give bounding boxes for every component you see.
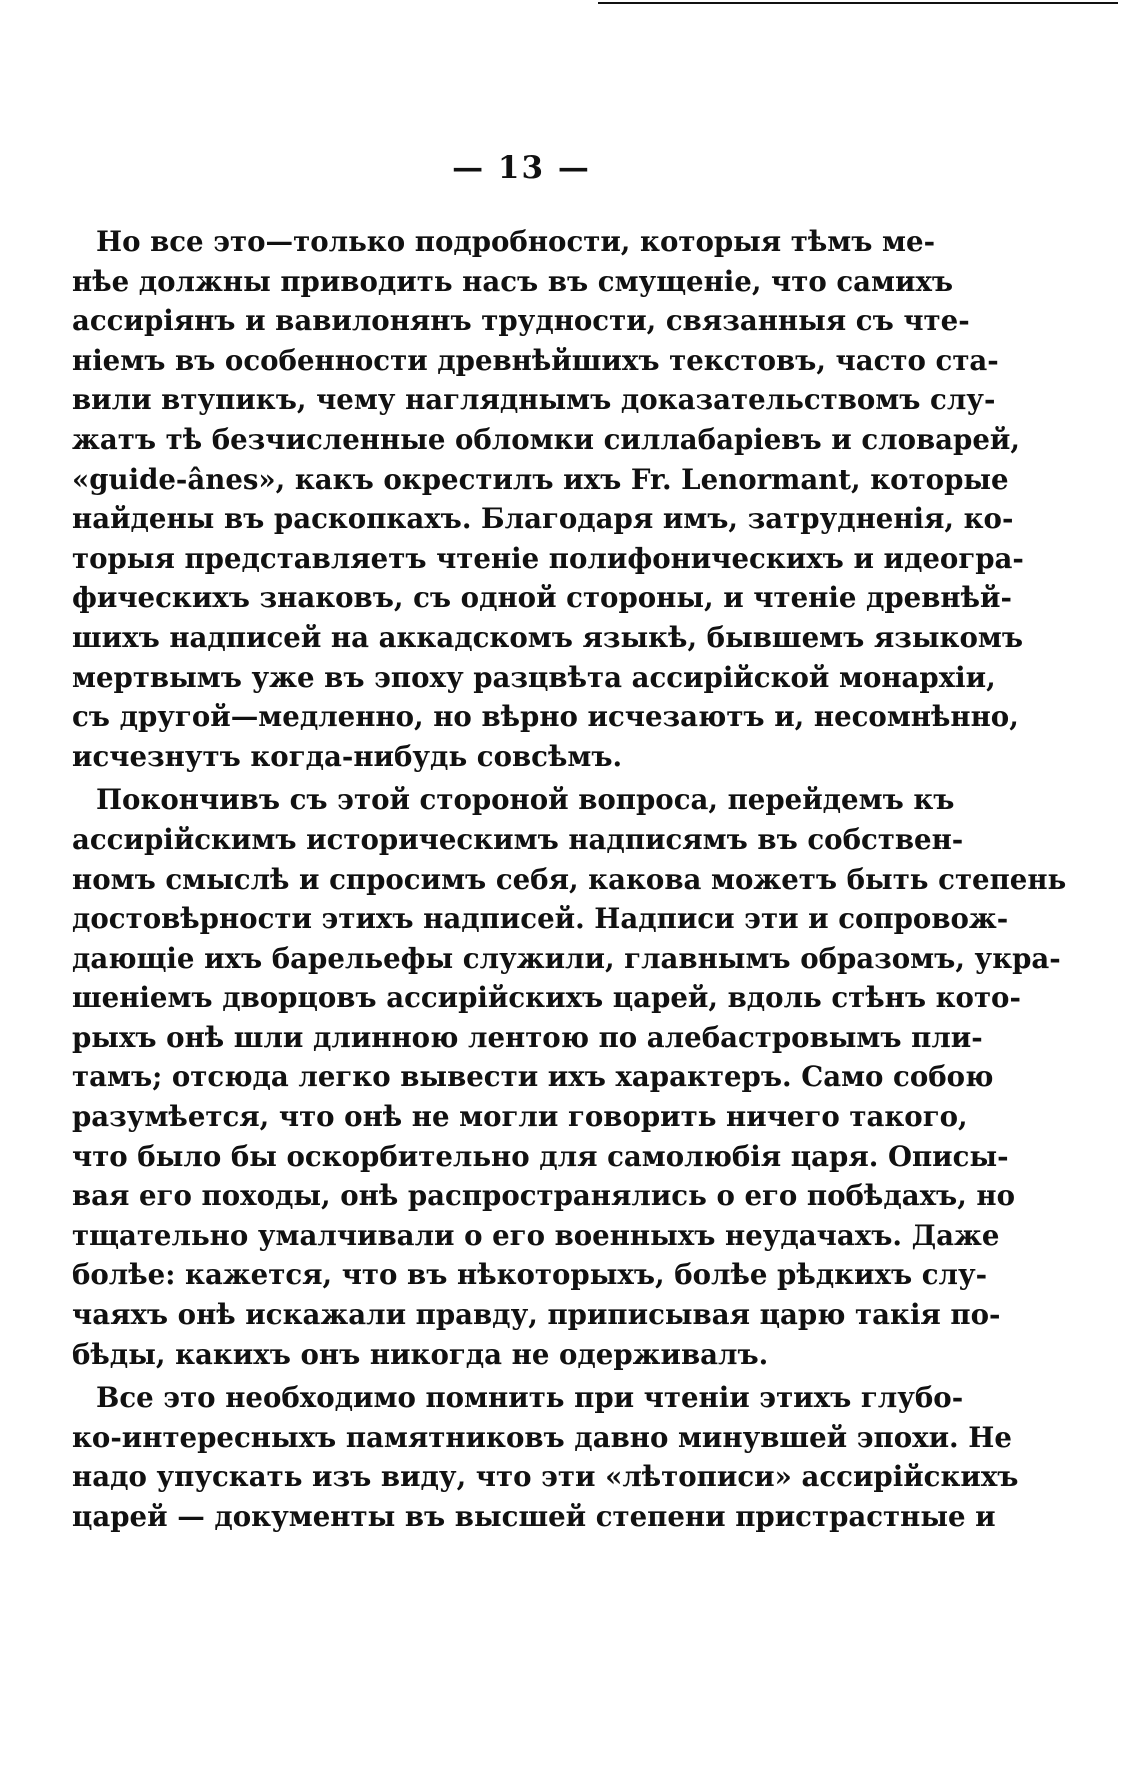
body-text [72, 222, 1067, 1537]
text-line: жатъ тѣ безчисленные обломки силлабаріевъ и словарей, [72, 422, 1020, 456]
text-line: достовѣрности этихъ надписей. Надписи эти и сопровож- [72, 902, 1009, 936]
text-line: ассиріянъ и вавилонянъ трудности, связанныя съ чте- [72, 304, 970, 338]
text-line: чаяхъ онѣ искажали правду, приписывая царю такія по- [72, 1298, 1001, 1332]
text-line: тамъ; отсюда легко вывести ихъ характеръ. Само собою [72, 1060, 994, 1094]
text-line: ко-интересныхъ памятниковъ давно минувшей эпохи. Не [72, 1420, 1012, 1454]
page-number: — 13 — [452, 150, 591, 186]
text-line: нѣе должны приводить насъ въ смущеніе, что самихъ [72, 264, 954, 298]
paragraph [72, 222, 1024, 776]
text-line: мертвымъ уже въ эпоху разцвѣта ассирійской монархіи, [72, 660, 996, 694]
text-line: тщательно умалчивали о его военныхъ неудачахъ. Даже [72, 1218, 1000, 1252]
text-line: царей — документы въ высшей степени пристрастные и [72, 1500, 996, 1533]
text-line: шихъ надписей на аккадскомъ языкѣ, бывшемъ языкомъ [72, 620, 1023, 654]
text-line: вая его походы, онѣ распространялись о его побѣдахъ, но [72, 1179, 1016, 1213]
paragraph [72, 1378, 1019, 1536]
text-line: фическихъ знаковъ, съ одной стороны, и чтеніе древнѣй- [72, 581, 1012, 615]
text-line: «guide-ânes», какъ окрестилъ ихъ Fr. Lenormant, которые [72, 462, 1009, 496]
text-line: вили втупикъ, чему нагляднымъ доказательствомъ слу- [72, 383, 996, 417]
text-line: дающіе ихъ барельефы служили, главнымъ образомъ, укра- [72, 941, 1061, 975]
text-line: рыхъ онѣ шли длинною лентою по алебастровымъ пли- [72, 1020, 983, 1054]
text-line: Покончивъ съ этой стороной вопроса, перейдемъ къ [96, 783, 955, 817]
text-line: найдены въ раскопкахъ. Благодаря имъ, затрудненія, ко- [72, 502, 1014, 536]
text-line: бѣды, какихъ онъ никогда не одерживалъ. [72, 1337, 769, 1371]
text-line: номъ смыслѣ и спросимъ себя, какова можетъ быть степень [72, 862, 1067, 896]
text-line: исчезнутъ когда-нибудь совсѣмъ. [72, 739, 623, 773]
text-line: Но все это—только подробности, которыя тѣмъ ме- [96, 225, 936, 258]
text-line: ніемъ въ особенности древнѣйшихъ текстовъ, часто ста- [72, 343, 999, 377]
text-line: что было бы оскорбительно для самолюбія царя. Описы- [72, 1139, 1009, 1173]
text-line: Все это необходимо помнить при чтеніи этихъ глубо- [96, 1381, 964, 1415]
text-line: съ другой—медленно, но вѣрно исчезаютъ и, несомнѣнно, [72, 700, 1019, 734]
text-line: болѣе: кажется, что въ нѣкоторыхъ, болѣе рѣдкихъ слу- [72, 1258, 988, 1292]
text-line: ассирійскимъ историческимъ надписямъ въ собствен- [72, 822, 964, 856]
text-line: надо упускать изъ виду, что эти «лѣтописи» ассирійскихъ [72, 1460, 1019, 1494]
text-line: шеніемъ дворцовъ ассирійскихъ царей, вдоль стѣнъ кото- [72, 981, 1021, 1015]
text-line: разумѣется, что онѣ не могли говорить ничего такого, [72, 1100, 968, 1134]
text-line: торыя представляетъ чтеніе полифоническихъ и идеогра- [72, 541, 1024, 575]
paragraph [72, 780, 1067, 1374]
